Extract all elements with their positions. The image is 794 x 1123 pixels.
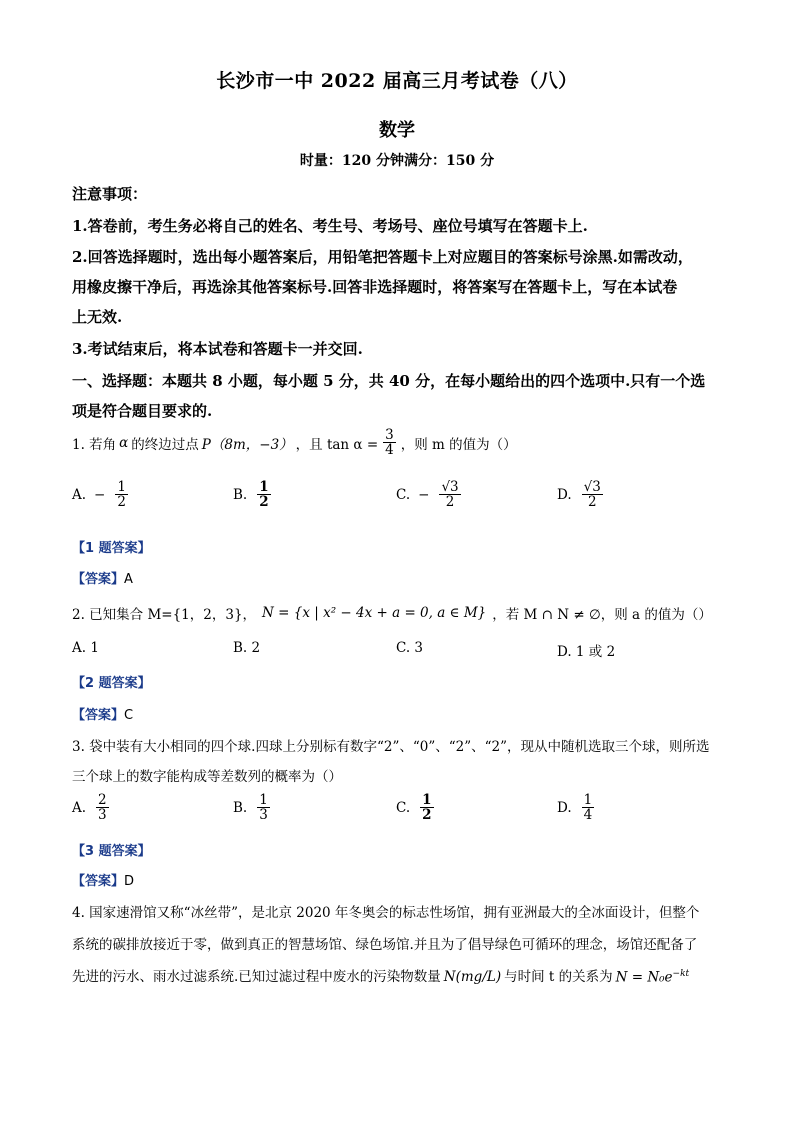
q1-answer	[72, 568, 133, 587]
note-item-2-line-1: 2.回答选择题时，选出每小题答案后，用铅笔把答题卡上对应题目的答案标号涂黑.如需改动，	[72, 248, 693, 266]
q2-answer-tag: 【2 题答案】	[72, 676, 151, 691]
q3-option-a-num: 2	[98, 792, 107, 808]
question-3-line-2: 三个球上的数字能构成等差数列的概率为（）	[72, 769, 342, 785]
q3-answer-value: D	[124, 874, 135, 889]
q1-pre: 1. 若角	[72, 436, 117, 453]
q3-option-b-num: 1	[259, 792, 268, 808]
question-2-stem	[72, 603, 712, 623]
q2-option-d: D. 1 或 2	[557, 644, 616, 660]
q3-option-c-label: C.	[396, 799, 411, 816]
q3-option-a-den: 3	[98, 807, 107, 824]
q1-option-c	[396, 480, 463, 509]
note-item-3: 3.考试结束后，将本试卷和答题卡一并交回.	[72, 340, 363, 358]
question-1-stem	[72, 428, 517, 457]
q1-option-a-den: 2	[117, 494, 126, 511]
q1-mid2: ，且 tan α =	[295, 436, 379, 453]
q2-option-c: C. 3	[396, 640, 424, 656]
note-item-2-line-3: 上无效.	[72, 308, 123, 326]
q1-frac-num: 3	[385, 427, 394, 443]
q3-answer-label: 【答案】	[72, 874, 125, 889]
q1-option-b-den: 2	[259, 494, 269, 511]
q1-option-b	[233, 480, 273, 509]
q4-unit: N(mg/L)	[443, 969, 502, 985]
q1-mid1: 的终边过点	[131, 436, 199, 453]
q4-formula-exp: −kt	[672, 968, 690, 979]
q1-option-c-den: 2	[445, 494, 455, 511]
question-4-line-1: 4. 国家速滑馆又称“冰丝带”，是北京 2020 年冬奥会的标志性场馆，拥有亚洲最大的全冰面设计，但整个	[72, 905, 700, 921]
notes-heading: 注意事项：	[72, 185, 148, 203]
q3-option-d-fraction	[582, 793, 595, 822]
q2-answer-value: C	[124, 708, 134, 723]
note-item-1: 1.答卷前，考生务必将自己的姓名、考生号、考场号、座位号填写在答题卡上.	[72, 217, 588, 235]
q1-option-c-fraction	[439, 480, 460, 509]
q3-option-d-num: 1	[583, 792, 593, 808]
q1-option-d-fraction	[582, 480, 603, 509]
q2-answer-label: 【答案】	[72, 708, 125, 723]
q1-answer-label: 【答案】	[72, 572, 125, 587]
q1-answer-tag: 【1 题答案】	[72, 541, 151, 556]
q2-option-a: A. 1	[72, 640, 99, 656]
q4-formula-base: N = N₀e	[615, 969, 673, 985]
q3-option-c-den: 2	[422, 807, 432, 824]
q3-answer-tag: 【3 题答案】	[72, 844, 151, 859]
q1-frac-den: 4	[385, 442, 394, 459]
q2-pre: 2. 已知集合 M={1，2，3}，	[72, 607, 257, 623]
q3-option-a	[72, 793, 111, 822]
q1-option-b-fraction	[257, 480, 270, 509]
q3-option-d	[557, 793, 596, 822]
subject-title: 数学	[379, 120, 415, 141]
q1-option-a-fraction	[115, 480, 128, 509]
q3-answer	[72, 870, 134, 889]
q2-answer	[72, 704, 133, 723]
q3-option-c-fraction	[420, 793, 433, 822]
q3-option-d-den: 4	[583, 807, 593, 824]
q1-option-a-label: A.	[72, 486, 87, 503]
q3-option-a-label: A.	[72, 799, 87, 816]
q1-tan-fraction	[383, 428, 396, 457]
q3-option-b-label: B.	[233, 799, 248, 816]
q1-option-a-num: 1	[117, 479, 126, 495]
q3-option-b-fraction	[257, 793, 270, 822]
q2-set-n: N = {x | x² − 4x + a = 0, a ∈ M}	[262, 605, 487, 621]
q3-option-c-num: 1	[422, 792, 432, 808]
q3-option-b-den: 3	[259, 807, 268, 824]
q1-option-c-label: C.	[396, 486, 411, 503]
q4-line3-mid: 与时间 t 的关系为	[504, 969, 613, 985]
section-heading-line-2: 项是符合题目要求的.	[72, 402, 213, 420]
note-item-2-line-2: 用橡皮擦干净后，再选涂其他答案标号.回答非选择题时，将答案写在答题卡上，写在本试卷	[72, 278, 678, 296]
q1-point: P（8m，−3）	[201, 436, 293, 453]
q1-option-a	[72, 480, 130, 509]
q3-option-b	[233, 793, 272, 822]
q1-alpha: α	[119, 434, 129, 451]
q1-option-c-num: √3	[441, 479, 459, 495]
page-title: 长沙市一中 2022 届高三月考试卷（八）	[216, 70, 578, 92]
q3-option-a-fraction	[96, 793, 109, 822]
q1-answer-value: A	[124, 572, 133, 587]
time-info: 时量：120 分钟满分：150 分	[299, 153, 495, 169]
q1-option-c-sign: −	[418, 486, 430, 503]
q1-option-d-label: D.	[557, 486, 572, 503]
q3-option-d-label: D.	[557, 799, 572, 816]
q1-option-a-sign: −	[94, 486, 106, 503]
q1-option-b-num: 1	[259, 479, 269, 495]
q1-option-d-den: 2	[587, 494, 597, 511]
q4-formula	[616, 969, 690, 986]
question-4-line-2: 系统的碳排放接近于零，做到真正的智慧场馆、绿色场馆.并且为了倡导绿色可循环的理念，场馆还配备了	[72, 937, 698, 953]
question-4-line-3	[72, 965, 689, 985]
q2-post: ，若 M ∩ N ≠ ∅，则 a 的值为（）	[492, 607, 712, 623]
q3-option-c	[396, 793, 436, 822]
q4-line3-pre: 先进的污水、雨水过滤系统.已知过滤过程中废水的污染物数量	[72, 969, 441, 985]
q1-option-b-label: B.	[233, 486, 248, 503]
q1-option-d-num: √3	[583, 479, 601, 495]
section-heading-line-1: 一、选择题：本题共 8 小题，每小题 5 分，共 40 分，在每小题给出的四个选项中.只有一个选	[72, 372, 706, 390]
question-3-line-1: 3. 袋中装有大小相同的四个球.四球上分别标有数字“2”、“0”、“2”、“2”，现从中随机选取三个球，则所选	[72, 739, 710, 755]
q1-post: ，则 m 的值为（）	[400, 436, 517, 453]
q2-option-b: B. 2	[233, 640, 261, 656]
q1-option-d	[557, 480, 605, 509]
